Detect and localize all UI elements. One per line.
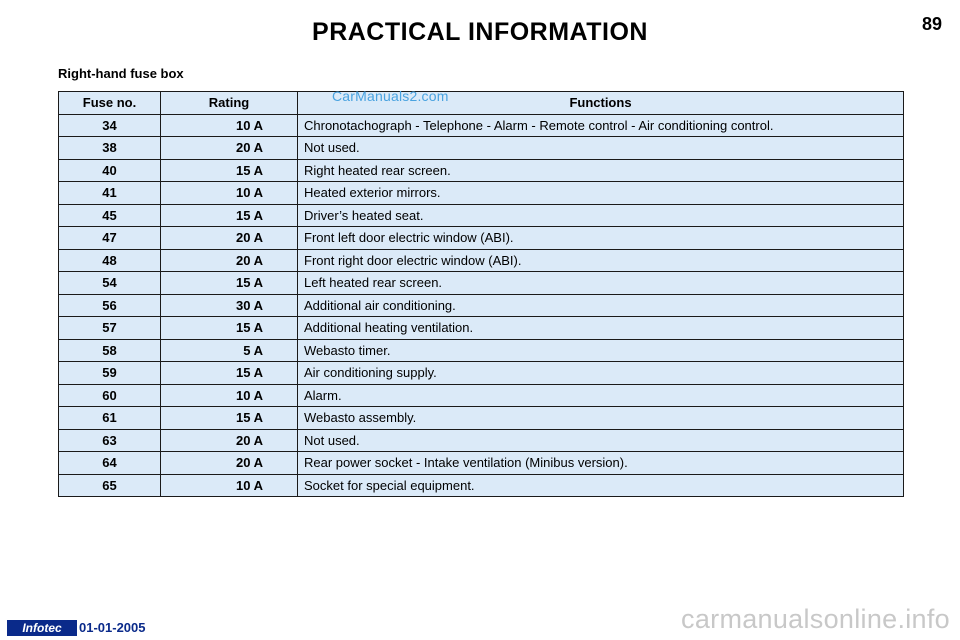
function-cell: Left heated rear screen. [298, 272, 904, 295]
table-row [59, 114, 904, 137]
function-cell: Chronotachograph - Telephone - Alarm - Remote control - Air conditioning control. [298, 114, 904, 137]
fuse-no-cell: 56 [59, 294, 161, 317]
table-row [59, 407, 904, 430]
function-cell: Heated exterior mirrors. [298, 182, 904, 205]
table-row [59, 227, 904, 250]
fuse-no-cell: 38 [59, 137, 161, 160]
function-cell: Webasto timer. [298, 339, 904, 362]
infotec-logo: Infotec [7, 620, 77, 636]
rating-cell: 20 A [161, 137, 298, 160]
fuse-no-cell: 65 [59, 474, 161, 497]
function-cell: Driver’s heated seat. [298, 204, 904, 227]
table-row [59, 384, 904, 407]
fuse-no-cell: 60 [59, 384, 161, 407]
table-row [59, 182, 904, 205]
rating-cell: 20 A [161, 429, 298, 452]
fuse-no-cell: 57 [59, 317, 161, 340]
rating-cell: 20 A [161, 452, 298, 475]
fuse-no-cell: 47 [59, 227, 161, 250]
fuse-no-cell: 41 [59, 182, 161, 205]
rating-cell: 15 A [161, 272, 298, 295]
table-header-row [59, 92, 904, 115]
rating-cell: 10 A [161, 114, 298, 137]
column-header-functions: Functions [298, 92, 904, 115]
table-row [59, 339, 904, 362]
function-cell: Alarm. [298, 384, 904, 407]
table-row [59, 429, 904, 452]
rating-cell: 15 A [161, 362, 298, 385]
fuse-no-cell: 58 [59, 339, 161, 362]
function-cell: Socket for special equipment. [298, 474, 904, 497]
page-title: PRACTICAL INFORMATION [312, 18, 648, 46]
rating-cell: 10 A [161, 182, 298, 205]
fuse-no-cell: 63 [59, 429, 161, 452]
table-row [59, 452, 904, 475]
watermark-top: CarManuals2.com [332, 88, 449, 104]
table-row [59, 317, 904, 340]
table-row [59, 474, 904, 497]
rating-cell: 10 A [161, 474, 298, 497]
table-row [59, 249, 904, 272]
function-cell: Not used. [298, 137, 904, 160]
function-cell: Air conditioning supply. [298, 362, 904, 385]
function-cell: Rear power socket - Intake ventilation (Minibus version). [298, 452, 904, 475]
watermark-bottom: carmanualsonline.info [681, 604, 950, 634]
section-title: Right-hand fuse box [58, 66, 184, 81]
fuse-no-cell: 45 [59, 204, 161, 227]
table-row [59, 204, 904, 227]
function-cell: Not used. [298, 429, 904, 452]
fuse-no-cell: 48 [59, 249, 161, 272]
rating-cell: 15 A [161, 159, 298, 182]
rating-cell: 10 A [161, 384, 298, 407]
function-cell: Front left door electric window (ABI). [298, 227, 904, 250]
rating-cell: 15 A [161, 407, 298, 430]
table-row [59, 137, 904, 160]
fuse-no-cell: 34 [59, 114, 161, 137]
function-cell: Front right door electric window (ABI). [298, 249, 904, 272]
rating-cell: 30 A [161, 294, 298, 317]
table-row [59, 159, 904, 182]
fuse-no-cell: 64 [59, 452, 161, 475]
fuse-no-cell: 61 [59, 407, 161, 430]
fuse-no-cell: 54 [59, 272, 161, 295]
function-cell: Additional heating ventilation. [298, 317, 904, 340]
rating-cell: 15 A [161, 204, 298, 227]
table-row [59, 362, 904, 385]
fuse-no-cell: 59 [59, 362, 161, 385]
function-cell: Additional air conditioning. [298, 294, 904, 317]
table-row [59, 294, 904, 317]
function-cell: Webasto assembly. [298, 407, 904, 430]
rating-cell: 20 A [161, 227, 298, 250]
rating-cell: 20 A [161, 249, 298, 272]
rating-cell: 15 A [161, 317, 298, 340]
function-cell: Right heated rear screen. [298, 159, 904, 182]
page-number: 89 [921, 14, 942, 34]
table-body [59, 114, 904, 497]
column-header-fuse-no: Fuse no. [59, 92, 161, 115]
table-row [59, 272, 904, 295]
column-header-rating: Rating [161, 92, 298, 115]
footer-date: 01-01-2005 [79, 620, 146, 635]
fuse-table [58, 91, 904, 497]
rating-cell: 5 A [161, 339, 298, 362]
fuse-no-cell: 40 [59, 159, 161, 182]
